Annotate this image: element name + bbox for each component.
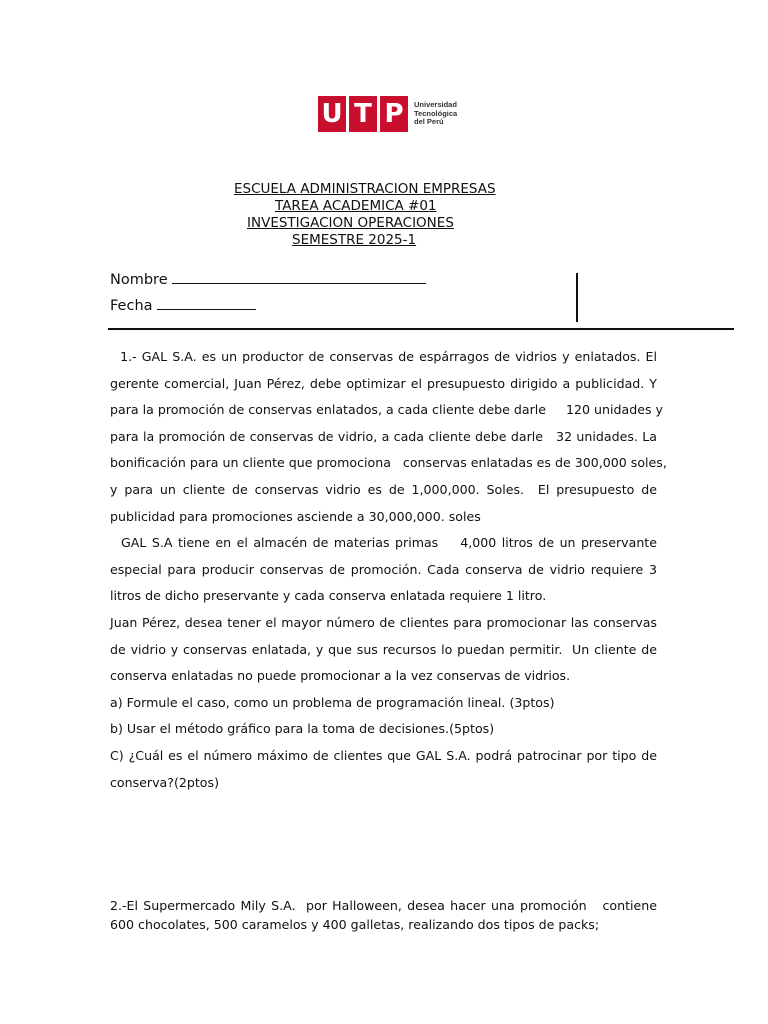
problem-1 [110, 344, 667, 796]
problem-1-line: publicidad para promociones asciende a 30,000,000. soles [110, 508, 481, 524]
logo-letter-t: T [349, 96, 377, 132]
problem-1-line: para la promoción de conservas de vidrio, a cada cliente debe darle 32 unidades. La [110, 428, 657, 444]
utp-logo [318, 96, 457, 132]
name-field [110, 269, 426, 289]
problem-1-line: Juan Pérez, desea tener el mayor número de clientes para promocionar las conservas [110, 614, 657, 630]
problem-1-line: 1.- GAL S.A. es un productor de conservas de espárragos de vidrios y enlatados. El [110, 349, 657, 364]
horizontal-rule [108, 328, 734, 330]
problem-1-line: y para un cliente de conservas vidrio es de 1,000,000. Soles. El presupuesto de [110, 481, 657, 497]
vertical-divider [576, 273, 578, 322]
question-c-continued: conserva?(2ptos) [110, 774, 219, 790]
problem-1-line: conserva enlatadas no puede promocionar a la vez conservas de vidrios. [110, 668, 571, 684]
logo-university-name [414, 101, 457, 127]
logo-text-line: del Perú [414, 117, 444, 127]
question-c: C) ¿Cuál es el número máximo de clientes que GAL S.A. podrá patrocinar por tipo de [110, 747, 657, 763]
problem-1-line: de vidrio y conservas enlatada, y que sus recursos lo puedan permitir. Un cliente de [110, 641, 657, 657]
logo-text-line: Universidad [414, 100, 457, 110]
problem-2-line: 600 chocolates, 500 caramelos y 400 galletas, realizando dos tipos de packs; [110, 917, 600, 932]
problem-1-line: GAL S.A tiene en el almacén de materias primas 4,000 litros de un preservante [110, 535, 657, 551]
date-label: Fecha [110, 298, 153, 314]
logo-text-line: Tecnológica [414, 108, 458, 118]
question-b: b) Usar el método gráfico para la toma de decisiones.(5ptos) [110, 721, 495, 737]
problem-2 [110, 896, 657, 934]
logo-letter-p: P [380, 96, 408, 132]
problem-1-line: para la promoción de conservas enlatados, a cada cliente debe darle 120 unidades y [110, 402, 663, 418]
date-blank-line[interactable] [157, 295, 256, 310]
date-field [110, 295, 256, 315]
header-semester: SEMESTRE 2025-1 [292, 232, 417, 248]
logo-letter-u: U [318, 96, 346, 132]
header-school: ESCUELA ADMINISTRACION EMPRESAS [234, 181, 496, 197]
problem-1-line: gerente comercial, Juan Pérez, debe optimizar el presupuesto dirigido a publicidad. Y [110, 375, 657, 391]
problem-1-line: litros de dicho preservante y cada conserva enlatada requiere 1 litro. [110, 588, 547, 604]
header-course: INVESTIGACION OPERACIONES [247, 215, 454, 231]
problem-1-line: bonificación para un cliente que promociona conservas enlatadas es de 300,000 soles, [110, 455, 667, 471]
header-assignment: TAREA ACADEMICA #01 [275, 198, 437, 214]
name-blank-line[interactable] [172, 269, 426, 284]
name-label: Nombre [110, 272, 168, 288]
problem-1-line: especial para producir conservas de promoción. Cada conserva de vidrio requiere 3 [110, 561, 657, 577]
question-a: a) Formule el caso, como un problema de programación lineal. (3ptos) [110, 694, 555, 710]
problem-2-line: 2.-El Supermercado Mily S.A. por Halloween, desea hacer una promoción contiene [110, 898, 657, 913]
